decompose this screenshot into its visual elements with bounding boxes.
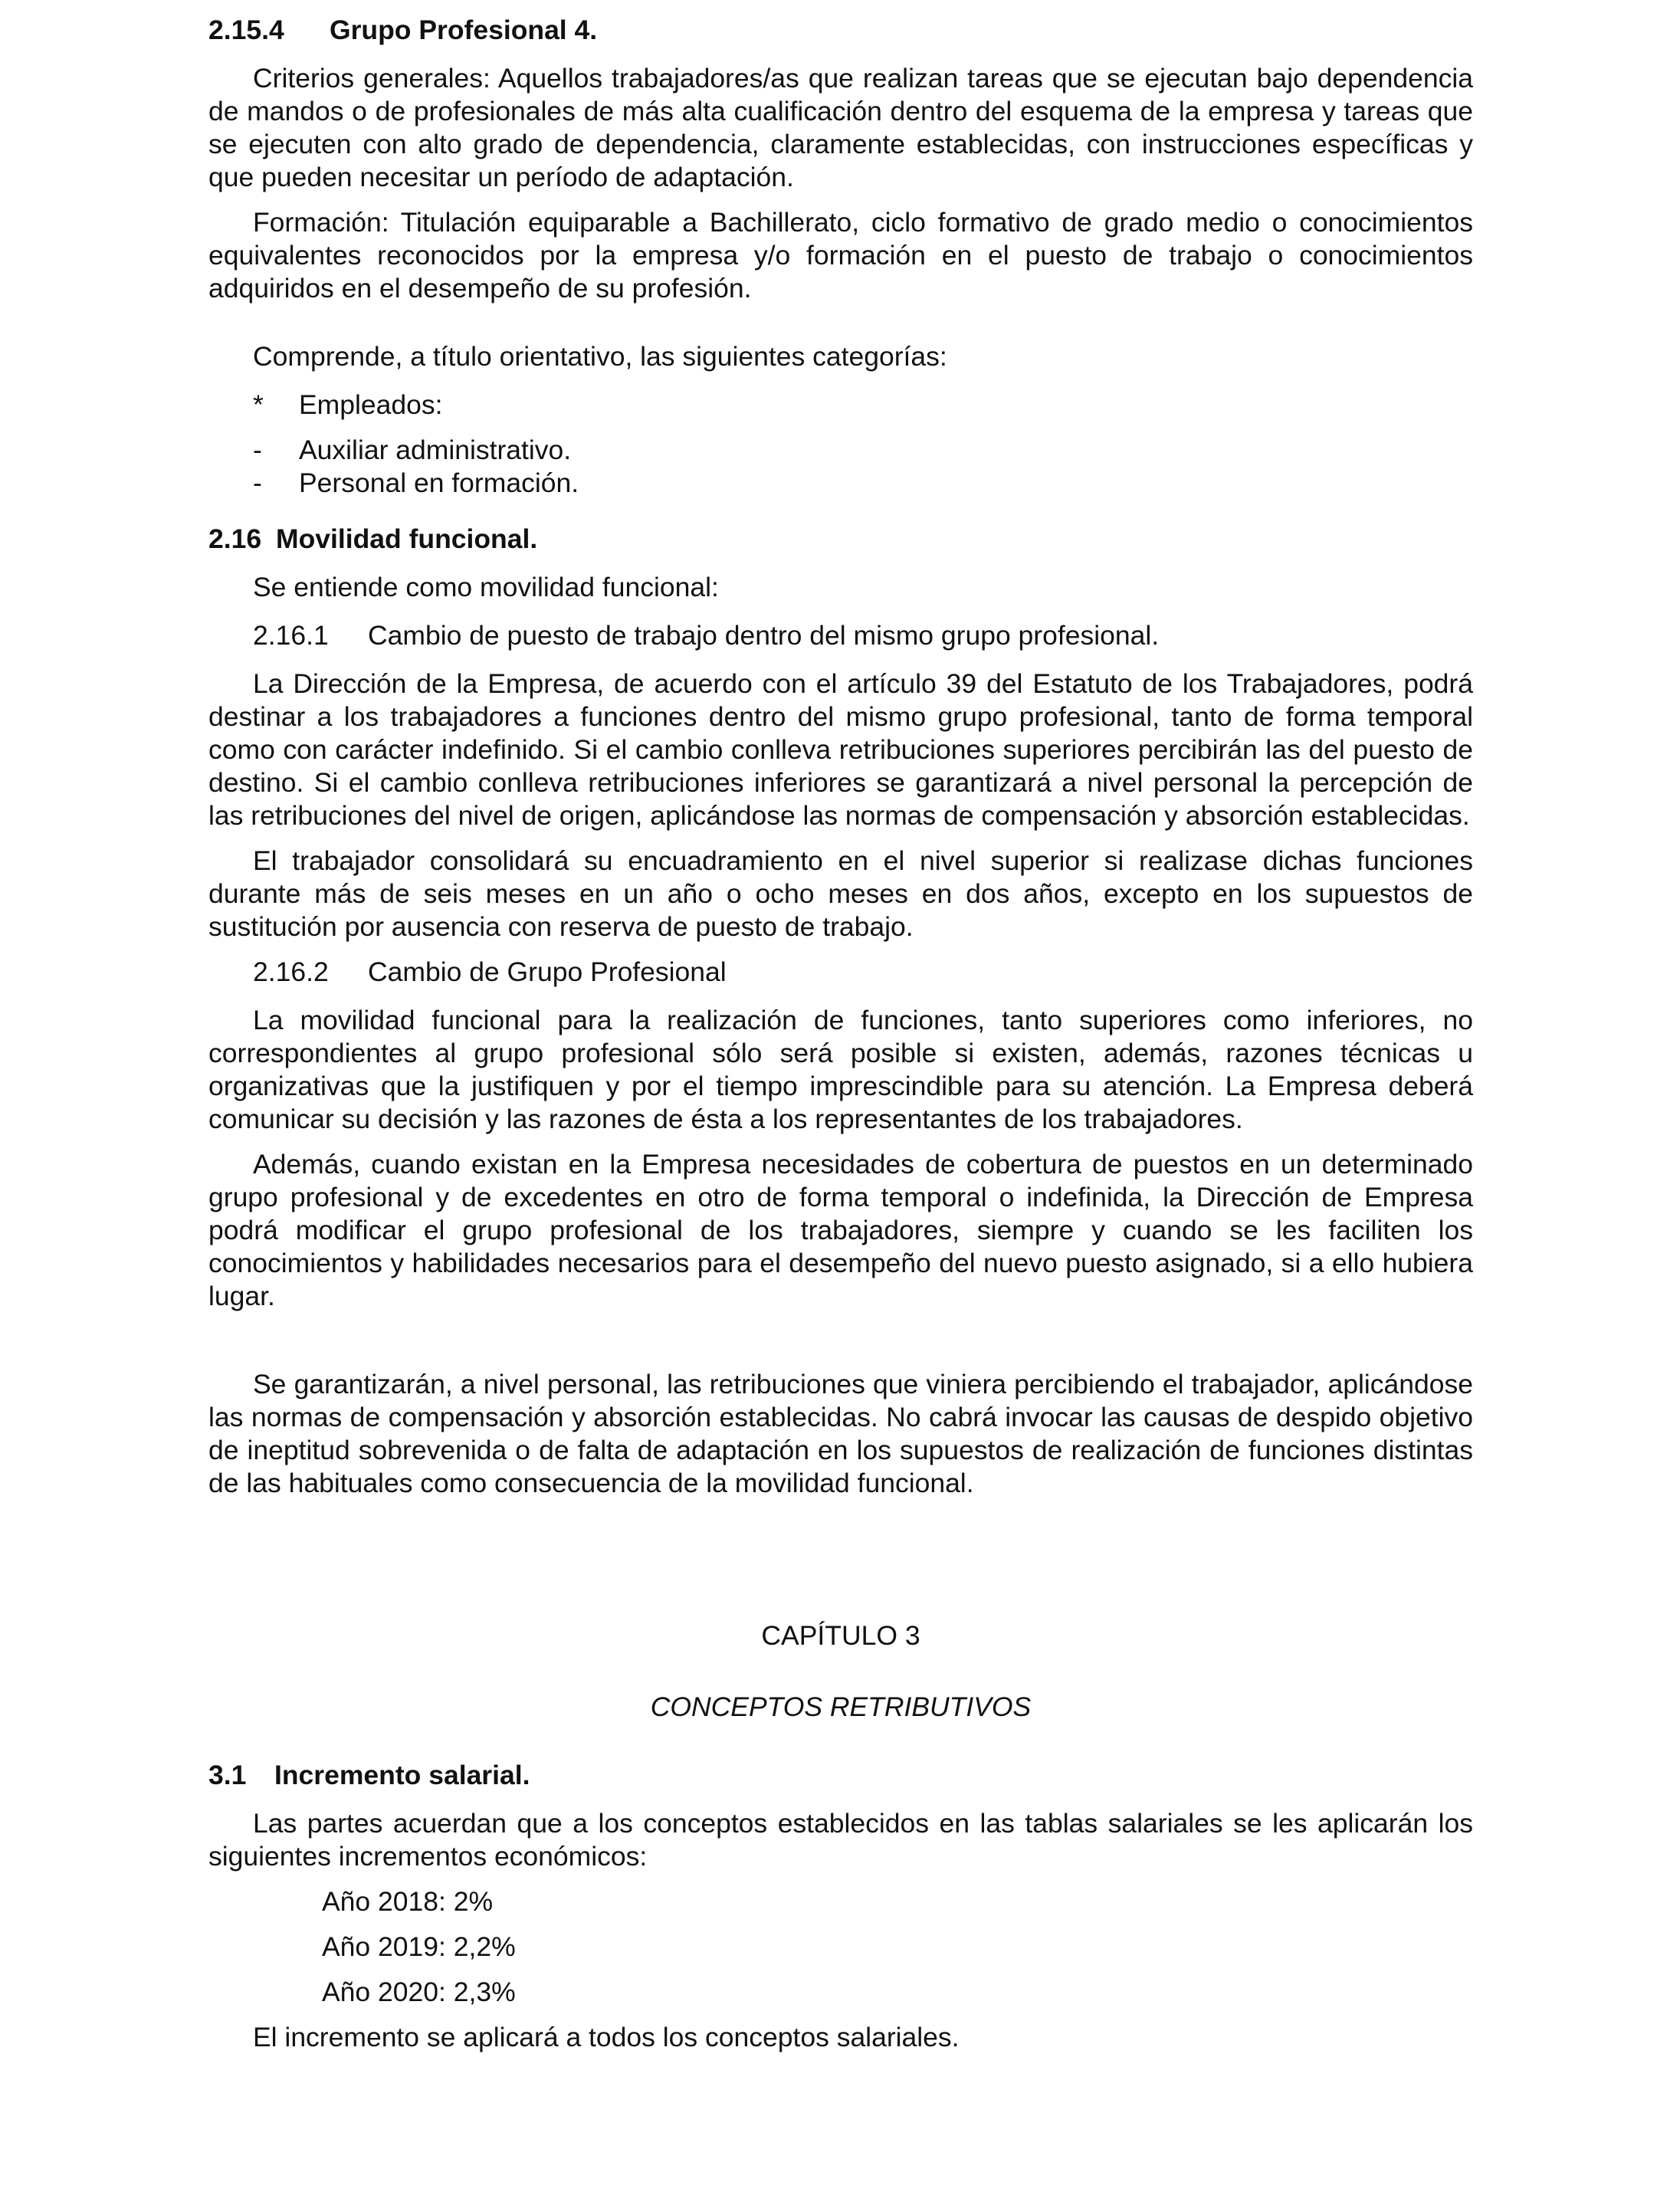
comprende-text: Comprende, a título orientativo, las siguientes categorías: (253, 341, 947, 372)
section-number: 2.15.4 (208, 15, 284, 45)
formacion-paragraph: Formación: Titulación equiparable a Bachillerato, ciclo formativo de grado medio o conocimientos equivalentes reconocidos por la empresa y/o formación en el puesto de trabajo o conocimientos adquiridos en el desempeño de su profesión. (208, 207, 1473, 303)
movilidad-intro: Se entiende como movilidad funcional: (253, 572, 719, 602)
bullet-label: Empleados: (299, 389, 443, 420)
list-item (253, 467, 1473, 500)
chapter-label: CAPÍTULO 3 (761, 1620, 920, 1651)
section-2-16-heading (208, 523, 1473, 556)
subsection-2-16-2-heading (253, 956, 1473, 989)
asterisk-marker: * (253, 389, 264, 420)
increment-2018: Año 2018: 2% (322, 1886, 494, 1917)
garantia-paragraph: Se garantizarán, a nivel personal, las retribuciones que viniera percibiendo el trabajador, aplicándose las normas de compensación y absorción establecidas. No cabrá invocar las causas de despido objetivo de ineptitud sobrevenida o de falta de adaptación en los supuestos de realización de funciones distintas de las habituales como consecuencia de la movilidad funcional. (208, 1369, 1473, 1498)
list-item-text: Personal en formación. (299, 468, 579, 498)
section-number: 2.16 (208, 523, 262, 554)
section-title: Movilidad funcional. (276, 523, 538, 554)
section-title: Grupo Profesional 4. (330, 15, 598, 45)
chapter-title: CONCEPTOS RETRIBUTIVOS (650, 1691, 1032, 1722)
subsection-2-16-1-heading (253, 619, 1473, 652)
dash-marker: - (253, 468, 262, 498)
section-2-15-4-heading (208, 14, 1473, 47)
subsection-number: 2.16.1 (253, 620, 329, 651)
consolidacion-paragraph: El trabajador consolidará su encuadramiento en el nivel superior si realizase dichas funciones durante más de seis meses en un año o ocho meses en dos años, excepto en los supuestos de sustitución por ausencia con reserva de puesto de trabajo. (208, 845, 1473, 942)
direccion-paragraph: La Dirección de la Empresa, de acuerdo con el artículo 39 del Estatuto de los Trabajadores, podrá destinar a los trabajadores a funciones dentro del mismo grupo profesional, tanto de forma temporal como con carácter indefinido. Si el cambio conlleva retribuciones superiores percibirán las del puesto de destino. Si el cambio conlleva retribuciones inferiores se garantizará a nivel personal la percepción de las retribuciones del nivel de origen, aplicándose las normas de compensación y absorción establecidas. (208, 668, 1473, 831)
document-page (208, 14, 1473, 2069)
criterios-paragraph: Criterios generales: Aquellos trabajadores/as que realizan tareas que se ejecutan bajo dependencia de mandos o de profesionales de más alta cualificación dentro del esquema de la empresa y tareas que se ejecuten con alto grado de dependencia, claramente establecidas, con instrucciones específicas y que pueden necesitar un período de adaptación. (208, 63, 1473, 192)
subsection-title: Cambio de puesto de trabajo dentro del mismo grupo profesional. (368, 620, 1160, 651)
list-item (253, 434, 1473, 467)
movilidad-funcional-paragraph: La movilidad funcional para la realización de funciones, tanto superiores como inferiores, no correspondientes al grupo profesional sólo será posible si existen, además, razones técnicas u organizativas que la justifiquen y por el tiempo imprescindible para su atención. La Empresa deberá comunicar su decisión y las razones de ésta a los representantes de los trabajadores. (208, 1005, 1473, 1134)
increment-2020: Año 2020: 2,3% (322, 1977, 516, 2007)
list-item-text: Auxiliar administrativo. (299, 435, 572, 465)
dash-marker: - (253, 435, 262, 465)
section-number: 3.1 (208, 1760, 247, 1790)
increment-2019: Año 2019: 2,2% (322, 1931, 516, 1962)
cobertura-paragraph: Además, cuando existan en la Empresa necesidades de cobertura de puestos en un determinado grupo profesional y de excedentes en otro de forma temporal o indefinida, la Dirección de Empresa podrá modificar el grupo profesional de los trabajadores, siempre y cuando se les faciliten los conocimientos y habilidades necesarios para el desempeño del nuevo puesto asignado, si a ello hubiera lugar. (208, 1149, 1473, 1311)
subsection-number: 2.16.2 (253, 956, 329, 987)
section-title: Incremento salarial. (274, 1760, 530, 1790)
section-3-1-heading (208, 1759, 1473, 1792)
employees-bullet (253, 389, 1473, 422)
incremento-intro: Las partes acuerdan que a los conceptos establecidos en las tablas salariales se les aplicarán los siguientes incrementos económicos: (208, 1808, 1473, 1872)
subsection-title: Cambio de Grupo Profesional (368, 956, 727, 987)
incremento-closing: El incremento se aplicará a todos los conceptos salariales. (253, 2022, 960, 2052)
